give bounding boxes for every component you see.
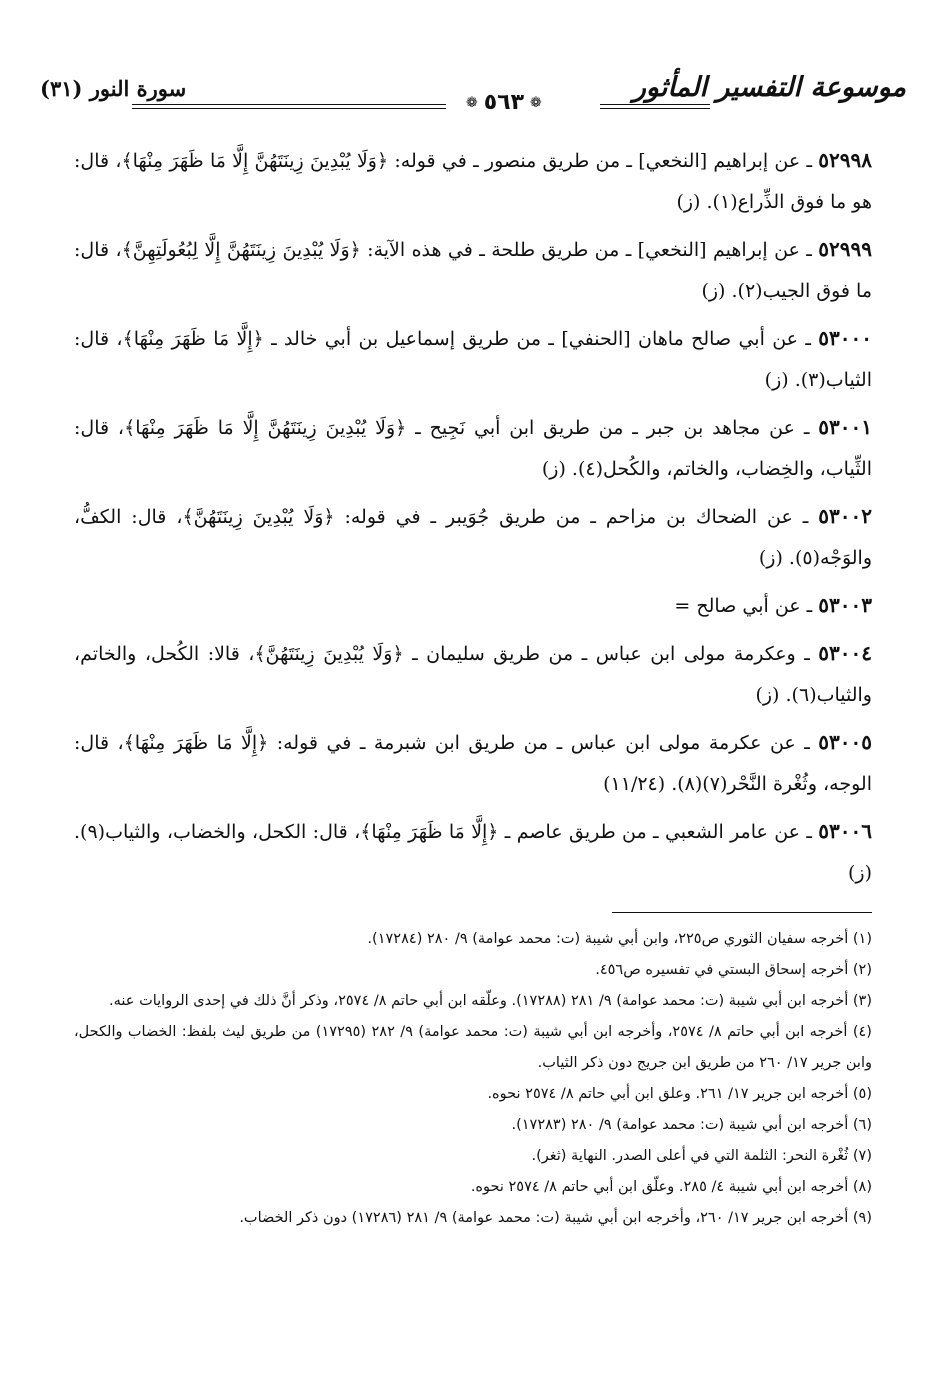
ornament-icon: ❁	[466, 94, 478, 111]
narration-number: ٥٣٠٠٢	[818, 504, 872, 528]
narration-number: ٥٣٠٠١	[818, 415, 872, 439]
header-rule	[132, 104, 446, 105]
header-rule	[132, 108, 446, 109]
page-number: ٥٦٣	[483, 90, 525, 115]
narration-entry	[74, 496, 872, 579]
narration-number: ٥٣٠٠٣	[818, 593, 872, 617]
narration-text: ـ عن الضحاك بن مزاحم ـ من طريق جُوَيبر ـ في قوله: ﴿وَلَا يُبْدِينَ زِينَتَهُنَّ﴾، قال: الكفُّ، والوَجْه(٥). (ز)	[74, 506, 872, 569]
narration-entry	[74, 585, 872, 627]
narration-text: ـ عن أبي صالح =	[674, 595, 819, 617]
narration-text: ـ عن مجاهد بن جبر ـ من طريق ابن أبي نَجِيح ـ ﴿وَلَا يُبْدِينَ زِينَتَهُنَّ إِلَّا مَا ظَهَرَ مِنْهَا﴾، قال: الثِّياب، والخِضاب، والخاتم، والكُحل(٤). (ز)	[74, 417, 872, 480]
narration-number: ٥٣٠٠٦	[818, 819, 872, 843]
narration-number: ٥٣٠٠٥	[818, 730, 872, 754]
footnote: (٩) أخرجه ابن جرير ١٧/ ٢٦٠، وأخرجه ابن أبي شيبة (ت: محمد عوامة) ٩/ ٢٨١ (١٧٢٨٦) دون ذكر الخضاب.	[239, 1210, 872, 1226]
narration-number: ٥٣٠٠٤	[818, 641, 872, 665]
narration-entry	[74, 229, 872, 312]
narrations-list	[74, 140, 872, 900]
narration-text: ـ عن إبراهيم [النخعي] ـ من طريق طلحة ـ في هذه الآية: ﴿وَلَا يُبْدِينَ زِينَتَهُنَّ إِلَّا لِبُعُولَتِهِنَّ﴾، قال: ما فوق الجيب(٢). (ز)	[74, 239, 872, 302]
narration-text: ـ عن أبي صالح ماهان [الحنفي] ـ من طريق إسماعيل بن أبي خالد ـ ﴿إِلَّا مَا ظَهَرَ مِنْهَا﴾، قال: الثياب(٣). (ز)	[74, 328, 872, 391]
footnote: (٢) أخرجه إسحاق البستي في تفسيره ص٤٥٦.	[595, 962, 872, 978]
narration-text: ـ عن إبراهيم [النخعي] ـ من طريق منصور ـ في قوله: ﴿وَلَا يُبْدِينَ زِينَتَهُنَّ إِلَّا مَا ظَهَرَ مِنْهَا﴾، قال: هو ما فوق الذِّراع(١). (ز)	[74, 150, 872, 213]
footnote: (٣) أخرجه ابن أبي شيبة (ت: محمد عوامة) ٩/ ٢٨١ (١٧٢٨٨). وعلّقه ابن أبي حاتم ٨/ ٢٥٧٤، وذكر أنَّ ذلك في إحدى الروايات عنه.	[109, 993, 872, 1009]
narration-entry	[74, 633, 872, 716]
footnotes-list	[74, 924, 872, 1234]
ornament-icon: ❁	[530, 94, 542, 111]
header-rule	[600, 108, 710, 109]
footnote: (٤) أخرجه ابن أبي حاتم ٨/ ٢٥٧٤، وأخرجه ابن أبي شيبة (ت: محمد عوامة) ٩/ ٢٨٢ (١٧٢٩٥) من طريق ليث بلفظ: الخضاب والكحل، وابن جرير ١٧/ ٢٦٠ من طريق ابن جريج دون ذكر الثياب.	[74, 1024, 872, 1071]
narration-number: ٥٢٩٩٨	[818, 148, 872, 172]
footnote: (٧) ثُغْرة النحر: الثلمة التي في أعلى الصدر. النهاية (ثغر).	[531, 1148, 872, 1164]
surah-title: سورة النور (٣١)	[40, 76, 187, 101]
footnote: (٥) أخرجه ابن جرير ١٧/ ٢٦١. وعلق ابن أبي حاتم ٨/ ٢٥٧٤ نحوه.	[487, 1086, 872, 1102]
narration-entry	[74, 140, 872, 223]
narration-number: ٥٢٩٩٩	[818, 237, 872, 261]
narration-entry	[74, 722, 872, 805]
footnote: (١) أخرجه سفيان الثوري ص٢٢٥، وابن أبي شيبة (ت: محمد عوامة) ٩/ ٢٨٠ (١٧٢٨٤).	[367, 931, 872, 947]
narration-text: ـ عن عكرمة مولى ابن عباس ـ من طريق ابن شبرمة ـ في قوله: ﴿إِلَّا مَا ظَهَرَ مِنْهَا﴾، قال: الوجه، وثُغْرة النَّحْر(٧)(٨). (١١/٢٤)	[74, 732, 872, 795]
narration-number: ٥٣٠٠٠	[818, 326, 872, 350]
page-number-box	[460, 90, 548, 115]
narration-text: ـ عن عامر الشعبي ـ من طريق عاصم ـ ﴿إِلَّا مَا ظَهَرَ مِنْهَا﴾، قال: الكحل، والخضاب، والثياب(٩). (ز)	[74, 821, 872, 884]
narration-entry	[74, 318, 872, 401]
footnote: (٦) أخرجه ابن أبي شيبة (ت: محمد عوامة) ٩/ ٢٨٠ (١٧٢٨٣).	[511, 1117, 872, 1133]
footnote-divider	[612, 912, 872, 913]
header-rule	[600, 104, 710, 105]
book-title: موسوعة التفسير المأثور	[632, 72, 906, 103]
page-header	[40, 68, 906, 124]
narration-text: ـ وعكرمة مولى ابن عباس ـ من طريق سليمان ـ ﴿وَلَا يُبْدِينَ زِينَتَهُنَّ﴾، قالا: الكُحل، والخاتم، والثياب(٦). (ز)	[74, 643, 872, 706]
narration-entry	[74, 407, 872, 490]
narration-entry	[74, 811, 872, 894]
footnote: (٨) أخرجه ابن أبي شيبة ٤/ ٢٨٥. وعلّق ابن أبي حاتم ٨/ ٢٥٧٤ نحوه.	[470, 1179, 872, 1195]
